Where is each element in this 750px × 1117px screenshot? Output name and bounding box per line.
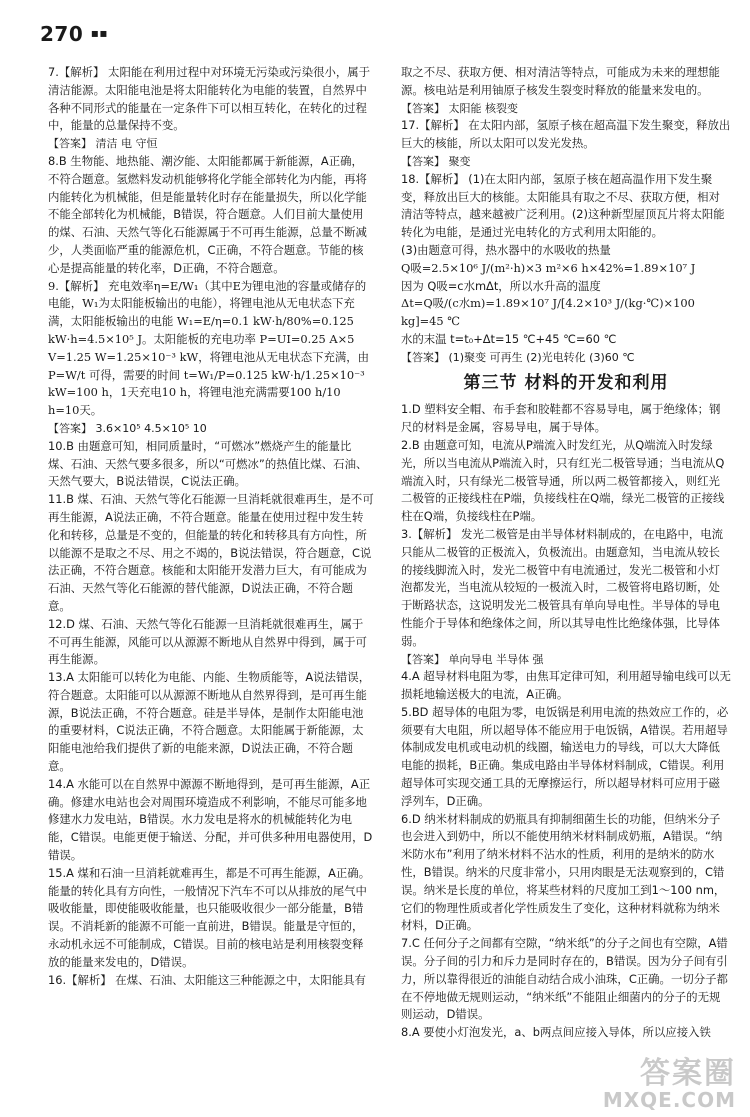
answer-item-12: 12.D 煤、石油、天然气等化石能源一旦消耗就很难再生，属于不可再生能源，风能可以从源源不断地从自然界中得到，属于可再生能源。 — [48, 616, 367, 667]
answer-item-18-step: 水的末温 t=t₀+Δt=15 ℃+45 ℃=60 ℃ — [401, 331, 617, 346]
page-number — [40, 22, 108, 46]
section3-item-7: 7.C 任何分子之间都有空隙，“纳米纸”的分子之间也有空隙，A错误。分子间的引力和斥力是同时存在的，B错误。因为分子间有引力，所以靠得很近的油能自动结合成小油珠，C正确。一切分子都在不停地做无规则运动，“纳米纸”不能阻止细菌内的分子的无规则运动，D错误。 — [401, 936, 728, 1022]
section3-item-5: 5.BD 超导体的电阻为零，电饭锅是利用电流的热效应工作的，必须要有大电阻，所以超导体不能应用于电饭锅，A错误。若用超导体制成发电机或电动机的线圈，输送电力的导线，可以大大降低电能的损耗，B正确。集成电路由半导体材料制成，C错误。利用超导体可实现交通工具的无摩擦运行，所以超导材料可应用于磁浮列车，D正确。 — [401, 704, 729, 808]
page-number-marks: ▪▪ — [90, 26, 108, 40]
answer-item-16-continued: 取之不尽、获取方便、相对清洁等特点，可能成为未来的理想能源。核电站是利用铀原子核发生裂变时释放的能量来发电的。 — [401, 65, 720, 97]
answer-item-16-analysis: 16.【解析】 在煤、石油、太阳能这三种能源之中，太阳能具有 — [48, 972, 366, 987]
answer-item-15: 15.A 煤和石油一旦消耗就难再生，都是不可再生能源，A正确。能量的转化具有方向性，一般情况下汽车不可以从排放的尾气中吸收能量，即使能吸收能量，也只能吸收很少一部分能量，B错误。不消耗新的能源不可能一直前进，B错误。能量是守恒的，永动机永远不可能制成，C错误。目前的核电站是利用核裂变释放的能量来发电的，D错误。 — [48, 865, 371, 969]
answer-item-18-analysis: 18.【解析】 (1)在太阳内部，氢原子核在超高温作用下发生聚变，释放出巨大的核能。太阳能具有取之不尽、获取方便，相对清洁等特点，越来越被广泛利用。(2)这种新型屋顶瓦片将太阳能转化为电能，是通过光电转化的方式利用太阳能的。 — [401, 171, 725, 240]
answer-item-10: 10.B 由题意可知，相同质量时，“可燃冰”燃烧产生的能量比煤、石油、天然气要多很多，所以“可燃冰”的热值比煤、石油、天然气要大，B说法错误，C说法正确。 — [48, 438, 368, 489]
answer-item-18-step: (3)由题意可得，热水器中的水吸收的热量 — [401, 242, 611, 257]
answer-item-18-formula: Δt=Q吸/(c水m)=1.89×10⁷ J/[4.2×10³ J/(kg·℃)×100 kg]=45 ℃ — [401, 296, 695, 329]
answer-item-9-answer: 【答案】 3.6×10⁵ 4.5×10⁵ 10 — [48, 421, 207, 435]
section-title: 第三节 材料的开发和利用 — [463, 372, 669, 393]
answer-item-18-answer: 【答案】 (1)聚变 可再生 (2)光电转化 (3)60 ℃ — [401, 350, 635, 364]
right-column — [401, 64, 731, 1042]
answer-item-16-answer: 【答案】 太阳能 核裂变 — [401, 101, 518, 115]
left-column — [48, 64, 374, 989]
section3-item-2: 2.B 由题意可知，电流从P端流入时发红光，从Q端流入时发绿光，所以当电流从P端流入时，只有红光二极管导通；当电流从Q端流入时，只有绿光二极管导通，所以两二极管都接入，则红光二极管的正接线柱在P端，负接线柱在Q端，绿光二极管的正接线柱在Q端，负接线柱在P端。 — [401, 437, 725, 524]
answer-item-11: 11.B 煤、石油、天然气等化石能源一旦消耗就很难再生，是不可再生能源，A说法正确，不符合题意。能量在使用过程中发生转化和转移，总量是不变的，但能量的转化和转移具有方向性，所以能源不是取之不尽、用之不竭的，B说法错误，符合题意，C说法正确，不符合题意。核能和太阳能开发潜力巨大，有可能成为石油、天然气等化石能源的替代能源，D说法正确，不符合题意。 — [48, 492, 374, 613]
answer-item-13: 13.A 太阳能可以转化为电能、内能、生物质能等，A说法错误，符合题意。太阳能可以从源源不断地从自然界得到，是可再生能源，B说法正确，不符合题意。硅是半导体，是制作太阳能电池的重要材料，C说法正确，不符合题意。太阳能属于新能源，太阳能电池给我们提供了新的电能来源，D说法正确，不符合题意。 — [48, 670, 371, 774]
answer-item-7-analysis: 7.【解析】 太阳能在利用过程中对环境无污染或污染很小，属于清洁能源。太阳能电池是将太阳能转化为电能的装置，自然界中各种不同形式的能量在一定条件下可以相互转化，在转化的过程中，能量的总量保持不变。 — [48, 65, 371, 133]
answer-item-18-formula: Q吸=2.5×10⁶ J/(m²·h)×3 m²×6 h×42%=1.89×10⁷ J — [401, 260, 696, 275]
answer-item-8: 8.B 生物能、地热能、潮汐能、太阳能都属于新能源，A正确，不符合题意。氢燃料发动机能够将化学能全部转化为内能，再将内能转化为机械能，但是能量转化时存在能量损失，所以化学能不能全部转化为机械能，B错误，符合题意。人们目前大量使用的煤、石油、天然气等化石能源属于不可再生能源，总量不断减少，人类面临严重的能源危机，C正确，不符合题意。节能的核心是提高能量的转化率，D正确，不符合题意。 — [48, 153, 367, 275]
section3-item-6: 6.D 纳米材料制成的奶瓶具有抑制细菌生长的功能，但纳米分子也会进入到奶中，所以不能使用纳米材料制成奶瓶，A错误。“纳米防水布”利用了纳米材料不沾水的性质，利用的是纳米的防水性，B错误。纳米的尺度非常小，只用肉眼是无法观察到的，C错误。纳米是长度的单位，将某些材料的尺度加工到1～100 nm，它们的物理性质或者化学性质发生了变化，这种材料就称为纳米材料，D正确。 — [401, 811, 726, 933]
page-number-text: 270 — [40, 22, 84, 46]
answer-item-17-analysis: 17.【解析】 在太阳内部，氢原子核在超高温下发生聚变，释放出巨大的核能，所以太阳可以发光发热。 — [401, 118, 731, 151]
answer-item-17-answer: 【答案】 聚变 — [401, 154, 471, 168]
answer-item-9-analysis: 9.【解析】 充电效率η=E/W₁（其中E为锂电池的容量或储存的电能，W₁为太阳能板输出的电能），将锂电池从无电状态下充满，太阳能板输出的电能 W₁=E/η=0.1 kW·h/80%=0.125 kW·h=4.5×10⁵ J。太阳能板的充电功率 P=UI=0.25 A×5 V=1.25 W=1.25×10⁻³ kW，将锂电池从无电状态下充满，由 P=W/t 可得，需要的时间 t=W₁/P=0.125 kW·h/1.25×10⁻³ kW=100 h，1天充电10 h，将锂电池充满需要100 h/10 h=10天。 — [48, 278, 370, 418]
section3-item-3-analysis: 3.【解析】 发光二极管是由半导体材料制成的，在电路中，电流只能从二极管的正极流入，负极流出。由题意知，当电流从较长的接线脚流入时，发光二极管中有电流通过，发光二极管和小灯泡都发光，当电流从较短的一极流入时，二极管将电路切断，处于断路状态，这说明发光二极管具有单向导电性。半导体的导电性能介于导体和绝缘体之间，所以其导电性比绝缘体强，比导体弱。 — [401, 526, 724, 648]
answer-item-18-step: 因为 Q吸=c水mΔt，所以水升高的温度 — [401, 278, 601, 293]
answer-item-14: 14.A 水能可以在自然界中源源不断地得到，是可再生能源，A正确。修建水电站也会对周围环境造成不利影响，不能尽可能多地修建水力发电站，B错误。水力发电是将水的机械能转化为电能，C错误。电能更便于输送、分配，并可供多种用电器使用，D错误。 — [48, 776, 373, 863]
watermark — [602, 1056, 736, 1112]
section3-item-8: 8.A 要使小灯泡发光，a、b两点间应接入导体，所以应接入铁 — [401, 1025, 711, 1040]
watermark-logo: 答案圈 — [640, 1056, 736, 1091]
answer-item-7-answer: 【答案】 清洁 电 守恒 — [48, 137, 158, 151]
section3-item-1: 1.D 塑料安全帽、布手套和胶鞋都不容易导电，属于绝缘体；钢尺的材料是金属，容易导电，属于导体。 — [401, 402, 721, 435]
section3-item-4: 4.A 超导材料电阻为零，由焦耳定律可知，利用超导输电线可以无损耗地输送极大的电流，A正确。 — [401, 669, 731, 702]
watermark-url: MXQE.COM — [602, 1088, 736, 1112]
section3-item-3-answer: 【答案】 单向导电 半导体 强 — [401, 652, 544, 666]
